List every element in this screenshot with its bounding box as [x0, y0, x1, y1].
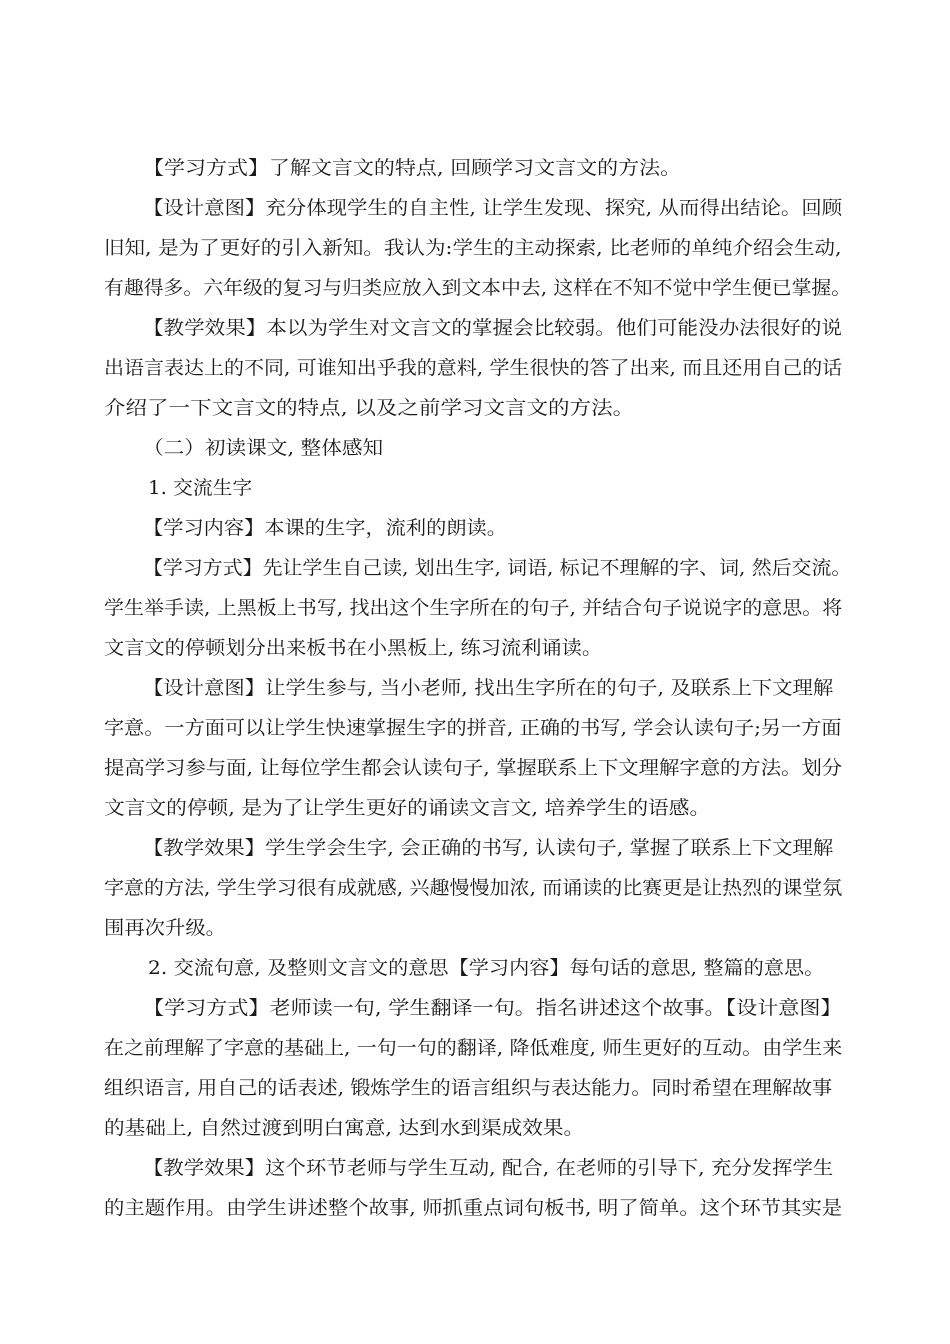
text-line: 【设计意图】让学生参与, 当小老师, 找出生字所在的句子, 及联系上下文理解: [143, 677, 834, 699]
text-line: 【学习内容】本课的生字，流利的朗读。: [143, 517, 508, 539]
text-line: 有趣得多。六年级的复习与归类应放入到文本中去, 这样在不知不觉中学生便已掌握。: [104, 277, 852, 299]
section-heading: （二）初读课文, 整体感知: [143, 437, 384, 459]
text-line: 出语言表达上的不同, 可谁知出乎我的意料, 学生很快的答了出来, 而且还用自己的话: [104, 357, 843, 379]
text-line: 旧知, 是为了更好的引入新知。我认为:学生的主动探索, 比老师的单纯介绍会生动,: [104, 237, 842, 259]
text-line: 【学习方式】老师读一句, 学生翻译一句。指名讲述这个故事。【设计意图】: [143, 997, 842, 1019]
text-line: 【教学效果】学生学会生字, 会正确的书写, 认读句子, 掌握了联系上下文理解: [143, 837, 834, 859]
text-line: 【设计意图】充分体现学生的自主性, 让学生发现、探究, 从而得出结论。回顾: [143, 197, 843, 219]
text-line: 的基础上, 自然过渡到明白寓意, 达到水到渠成效果。: [104, 1117, 585, 1139]
text-line: 字意。一方面可以让学生快速掌握生字的拼音, 正确的书写, 学会认读句子;另一方面: [104, 717, 842, 739]
text-line: 【教学效果】本以为学生对文言文的掌握会比较弱。他们可能没办法很好的说: [143, 317, 842, 339]
subsection-heading: 1. 交流生字: [148, 477, 253, 499]
text-line: 在之前理解了字意的基础上, 一句一句的翻译, 降低难度, 师生更好的互动。由学生来: [104, 1037, 843, 1059]
text-line: 的主题作用。由学生讲述整个故事, 师抓重点词句板书, 明了简单。这个环节其实是: [104, 1197, 843, 1219]
text-line: 【学习方式】先让学生自己读, 划出生字, 词语, 标记不理解的字、词, 然后交流。: [143, 557, 852, 579]
text-line: 学生举手读, 上黑板上书写, 找出这个生字所在的句子, 并结合句子说说字的意思。将: [104, 597, 843, 619]
text-line: 提高学习参与面, 让每位学生都会认读句子, 掌握联系上下文理解字意的方法。划分: [104, 757, 843, 779]
text-line: 介绍了一下文言文的特点, 以及之前学习文言文的方法。: [104, 397, 635, 419]
text-line: 【教学效果】这个环节老师与学生互动, 配合, 在老师的引导下, 充分发挥学生: [143, 1157, 834, 1179]
text-line: 组织语言, 用自己的话表述, 锻炼学生的语言组织与表达能力。同时希望在理解故事: [104, 1077, 833, 1099]
text-line: 2. 交流句意, 及整则文言文的意思【学习内容】每句话的意思, 整篇的意思。: [148, 957, 825, 979]
text-line: 【学习方式】了解文言文的特点, 回顾学习文言文的方法。: [143, 157, 682, 179]
text-line: 字意的方法, 学生学习很有成就感, 兴趣慢慢加浓, 而诵读的比赛更是让热烈的课堂氛: [104, 877, 843, 899]
text-line: 文言文的停顿, 是为了让学生更好的诵读文言文, 培养学生的语感。: [104, 797, 711, 819]
text-line: 围再次升级。: [104, 917, 227, 939]
text-line: 文言文的停顿划分出来板书在小黑板上, 练习流利诵读。: [104, 637, 603, 659]
